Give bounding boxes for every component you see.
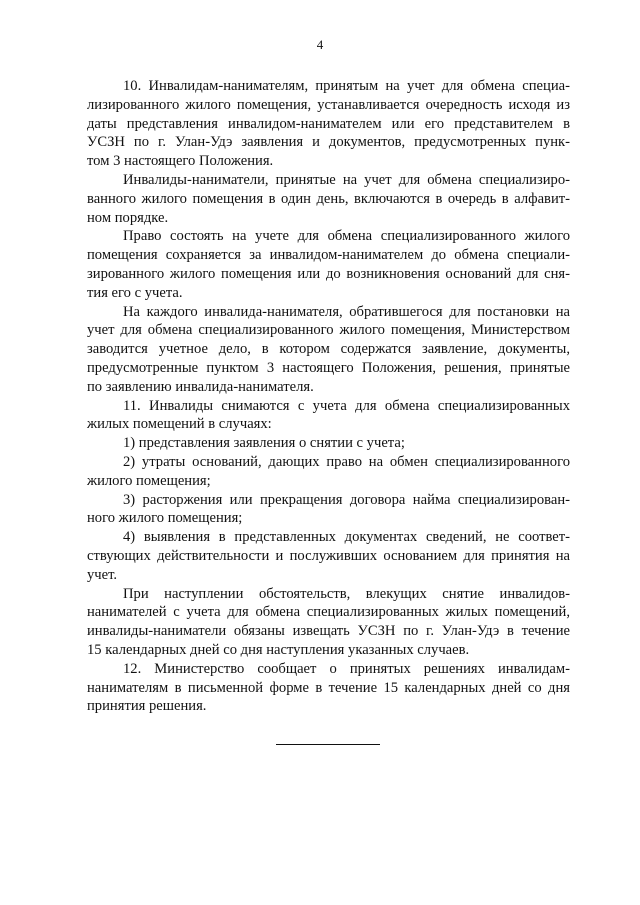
paragraph-line: лизированного жилого помещения, устанавливается очередность исходя из	[87, 96, 570, 113]
paragraph-line: помещения сохраняется за инвалидом-нанимателем до обмена специали-	[87, 247, 570, 264]
paragraph-line: При наступлении обстоятельств, влекущих снятие инвалидов-	[123, 585, 570, 602]
paragraph-line: том 3 настоящего Положения.	[87, 153, 274, 170]
paragraph-line: 4) выявления в представленных документах сведений, не соответ-	[123, 529, 570, 546]
paragraph	[87, 434, 570, 453]
paragraph-line: 15 календарных дней со дня наступления указанных случаев.	[87, 641, 470, 658]
paragraph-line: 10. Инвалидам-нанимателям, принятым на учет для обмена специа-	[123, 78, 570, 94]
paragraph	[87, 453, 570, 491]
paragraph	[87, 397, 570, 435]
paragraph	[87, 227, 570, 302]
paragraph	[87, 171, 570, 227]
paragraph	[87, 77, 570, 171]
paragraph	[87, 660, 570, 716]
paragraph-line: учет.	[87, 566, 118, 583]
paragraph-line: жилых помещений в случаях:	[87, 416, 272, 433]
paragraph-line: ванного жилого помещения в один день, включаются в очередь в алфавит-	[87, 190, 570, 207]
paragraph-line: ствующих действительности и послуживших основанием для принятия на	[87, 547, 570, 564]
paragraph-line: ном порядке.	[87, 209, 169, 226]
paragraph-line: Право состоять на учете для обмена специализированного жилого	[123, 228, 570, 245]
paragraph-line: ного жилого помещения;	[87, 510, 243, 527]
paragraph-line: На каждого инвалида-нанимателя, обратившегося для постановки на	[123, 303, 570, 320]
paragraph-line: УСЗН по г. Улан-Удэ заявления и документов, предусмотренных пунк-	[87, 134, 570, 151]
paragraph-line: учет для обмена специализированного жилого помещения, Министерством	[87, 322, 570, 339]
paragraph-line: 1) представления заявления о снятии с учета;	[123, 435, 405, 452]
paragraph-line: заводится учетное дело, в котором содержатся заявление, документы,	[87, 341, 570, 358]
paragraph	[87, 491, 570, 529]
paragraph-line: предусмотренные пунктом 3 настоящего Положения, решения, принятые	[87, 359, 570, 376]
paragraph-line: нанимателям в письменной форме в течение 15 календарных дней со дня	[87, 679, 570, 696]
paragraph-line: даты представления инвалидом-нанимателем или его представителем в	[87, 115, 570, 132]
paragraph-line: нанимателей с учета для обмена специализированных жилых помещений,	[87, 604, 570, 621]
paragraph-line: жилого помещения;	[87, 472, 211, 489]
paragraph	[87, 585, 570, 660]
paragraph-line: 2) утраты оснований, дающих право на обмен специализированного	[123, 453, 570, 470]
paragraph-line: зированного жилого помещения или до возникновения оснований для сня-	[87, 265, 570, 282]
paragraph-line: 11. Инвалиды снимаются с учета для обмена специализированных	[123, 397, 570, 414]
paragraph-line: 12. Министерство сообщает о принятых решениях инвалидам-	[123, 660, 570, 677]
closing-separator-line	[276, 744, 380, 745]
paragraph-line: 3) расторжения или прекращения договора найма специализирован-	[123, 491, 570, 508]
document-body	[87, 77, 570, 716]
paragraph-line: принятия решения.	[87, 698, 207, 715]
paragraph-line: Инвалиды-наниматели, принятые на учет для обмена специализиро-	[123, 171, 570, 188]
paragraph	[87, 528, 570, 584]
paragraph-line: тия его с учета.	[87, 284, 183, 301]
paragraph-line: по заявлению инвалида-нанимателя.	[87, 378, 314, 395]
page-number: 4	[316, 37, 324, 52]
paragraph	[87, 303, 570, 397]
paragraph-line: инвалиды-наниматели обязаны извещать УСЗН по г. Улан-Удэ в течение	[87, 623, 570, 640]
